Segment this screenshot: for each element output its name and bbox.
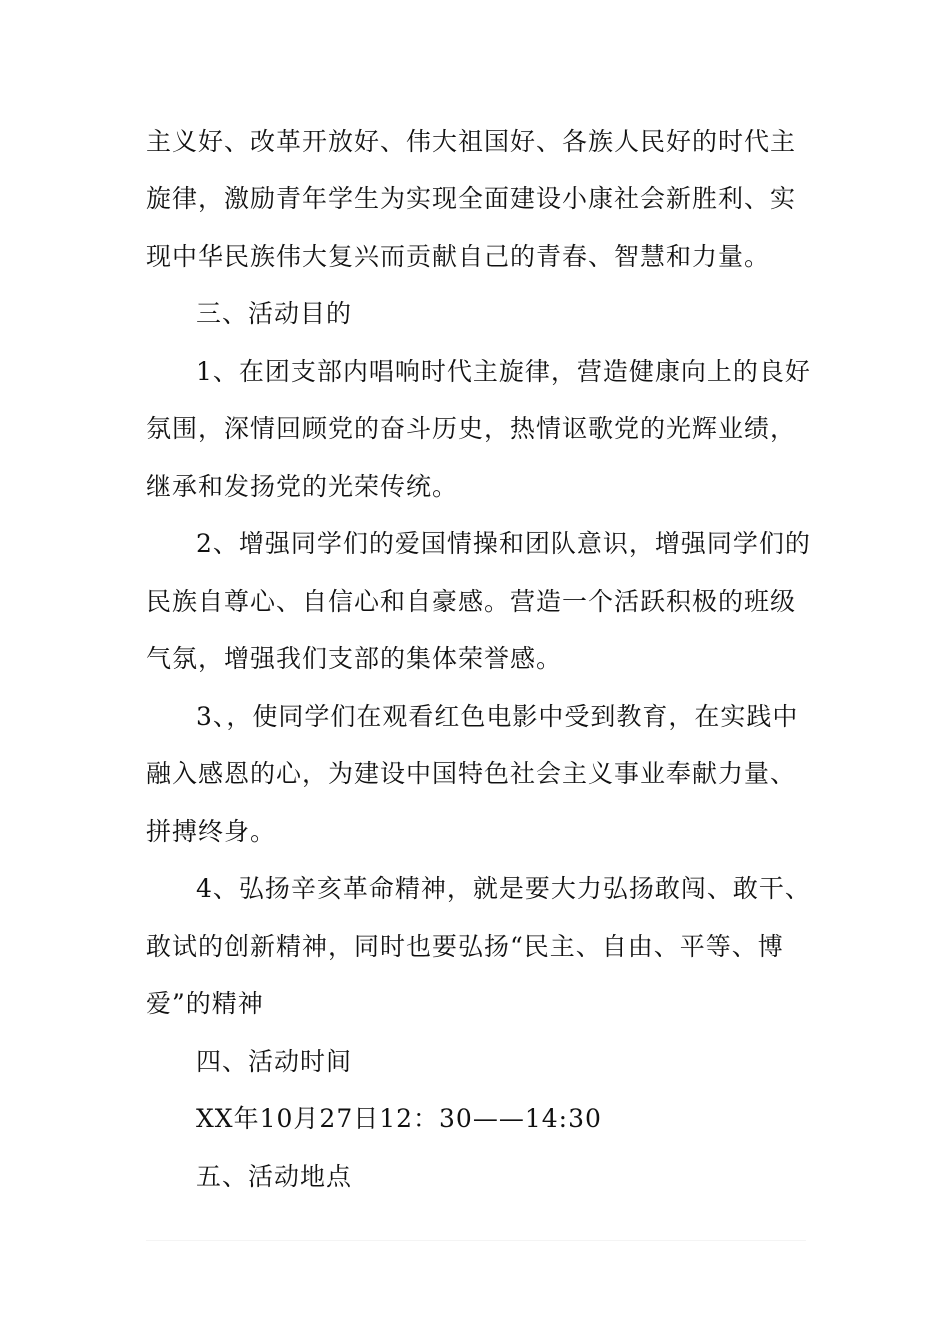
text-line: 现中华民族伟大复兴而贡献自己的青春、智慧和力量。 bbox=[146, 242, 771, 271]
activity-time: XX年10月27日12：30——14:30 bbox=[196, 1104, 602, 1133]
section-heading-purpose: 三、活动目的 bbox=[196, 299, 353, 328]
text-line: 拼搏终身。 bbox=[146, 817, 277, 846]
text-line: 氛围，深情回顾党的奋斗历史，热情讴歌党的光辉业绩， bbox=[146, 414, 797, 443]
text-line: 旋律，激励青年学生为实现全面建设小康社会新胜利、实 bbox=[146, 184, 797, 213]
text-line: 4、弘扬辛亥革命精神，就是要大力弘扬敢闯、敢干、 bbox=[196, 874, 811, 903]
text-line: 3、，使同学们在观看红色电影中受到教育，在实践中 bbox=[196, 702, 799, 731]
text-line: 爱”的精神 bbox=[146, 989, 264, 1018]
text-line: 气氛，增强我们支部的集体荣誉感。 bbox=[146, 644, 563, 673]
text-line: 敢试的创新精神，同时也要弘扬“民主、自由、平等、博 bbox=[146, 932, 784, 961]
text-line: 2、增强同学们的爱国情操和团队意识，增强同学们的 bbox=[196, 529, 811, 558]
text-line: 主义好、改革开放好、伟大祖国好、各族人民好的时代主 bbox=[146, 127, 797, 156]
text-line: 民族自尊心、自信心和自豪感。营造一个活跃积极的班级 bbox=[146, 587, 797, 616]
section-heading-location: 五、活动地点 bbox=[196, 1162, 353, 1191]
text-line: 1、在团支部内唱响时代主旋律，营造健康向上的良好 bbox=[196, 357, 811, 386]
page-divider bbox=[146, 1240, 806, 1241]
section-heading-time: 四、活动时间 bbox=[196, 1047, 353, 1076]
text-line: 融入感恩的心，为建设中国特色社会主义事业奉献力量、 bbox=[146, 759, 797, 788]
text-line: 继承和发扬党的光荣传统。 bbox=[146, 472, 459, 501]
